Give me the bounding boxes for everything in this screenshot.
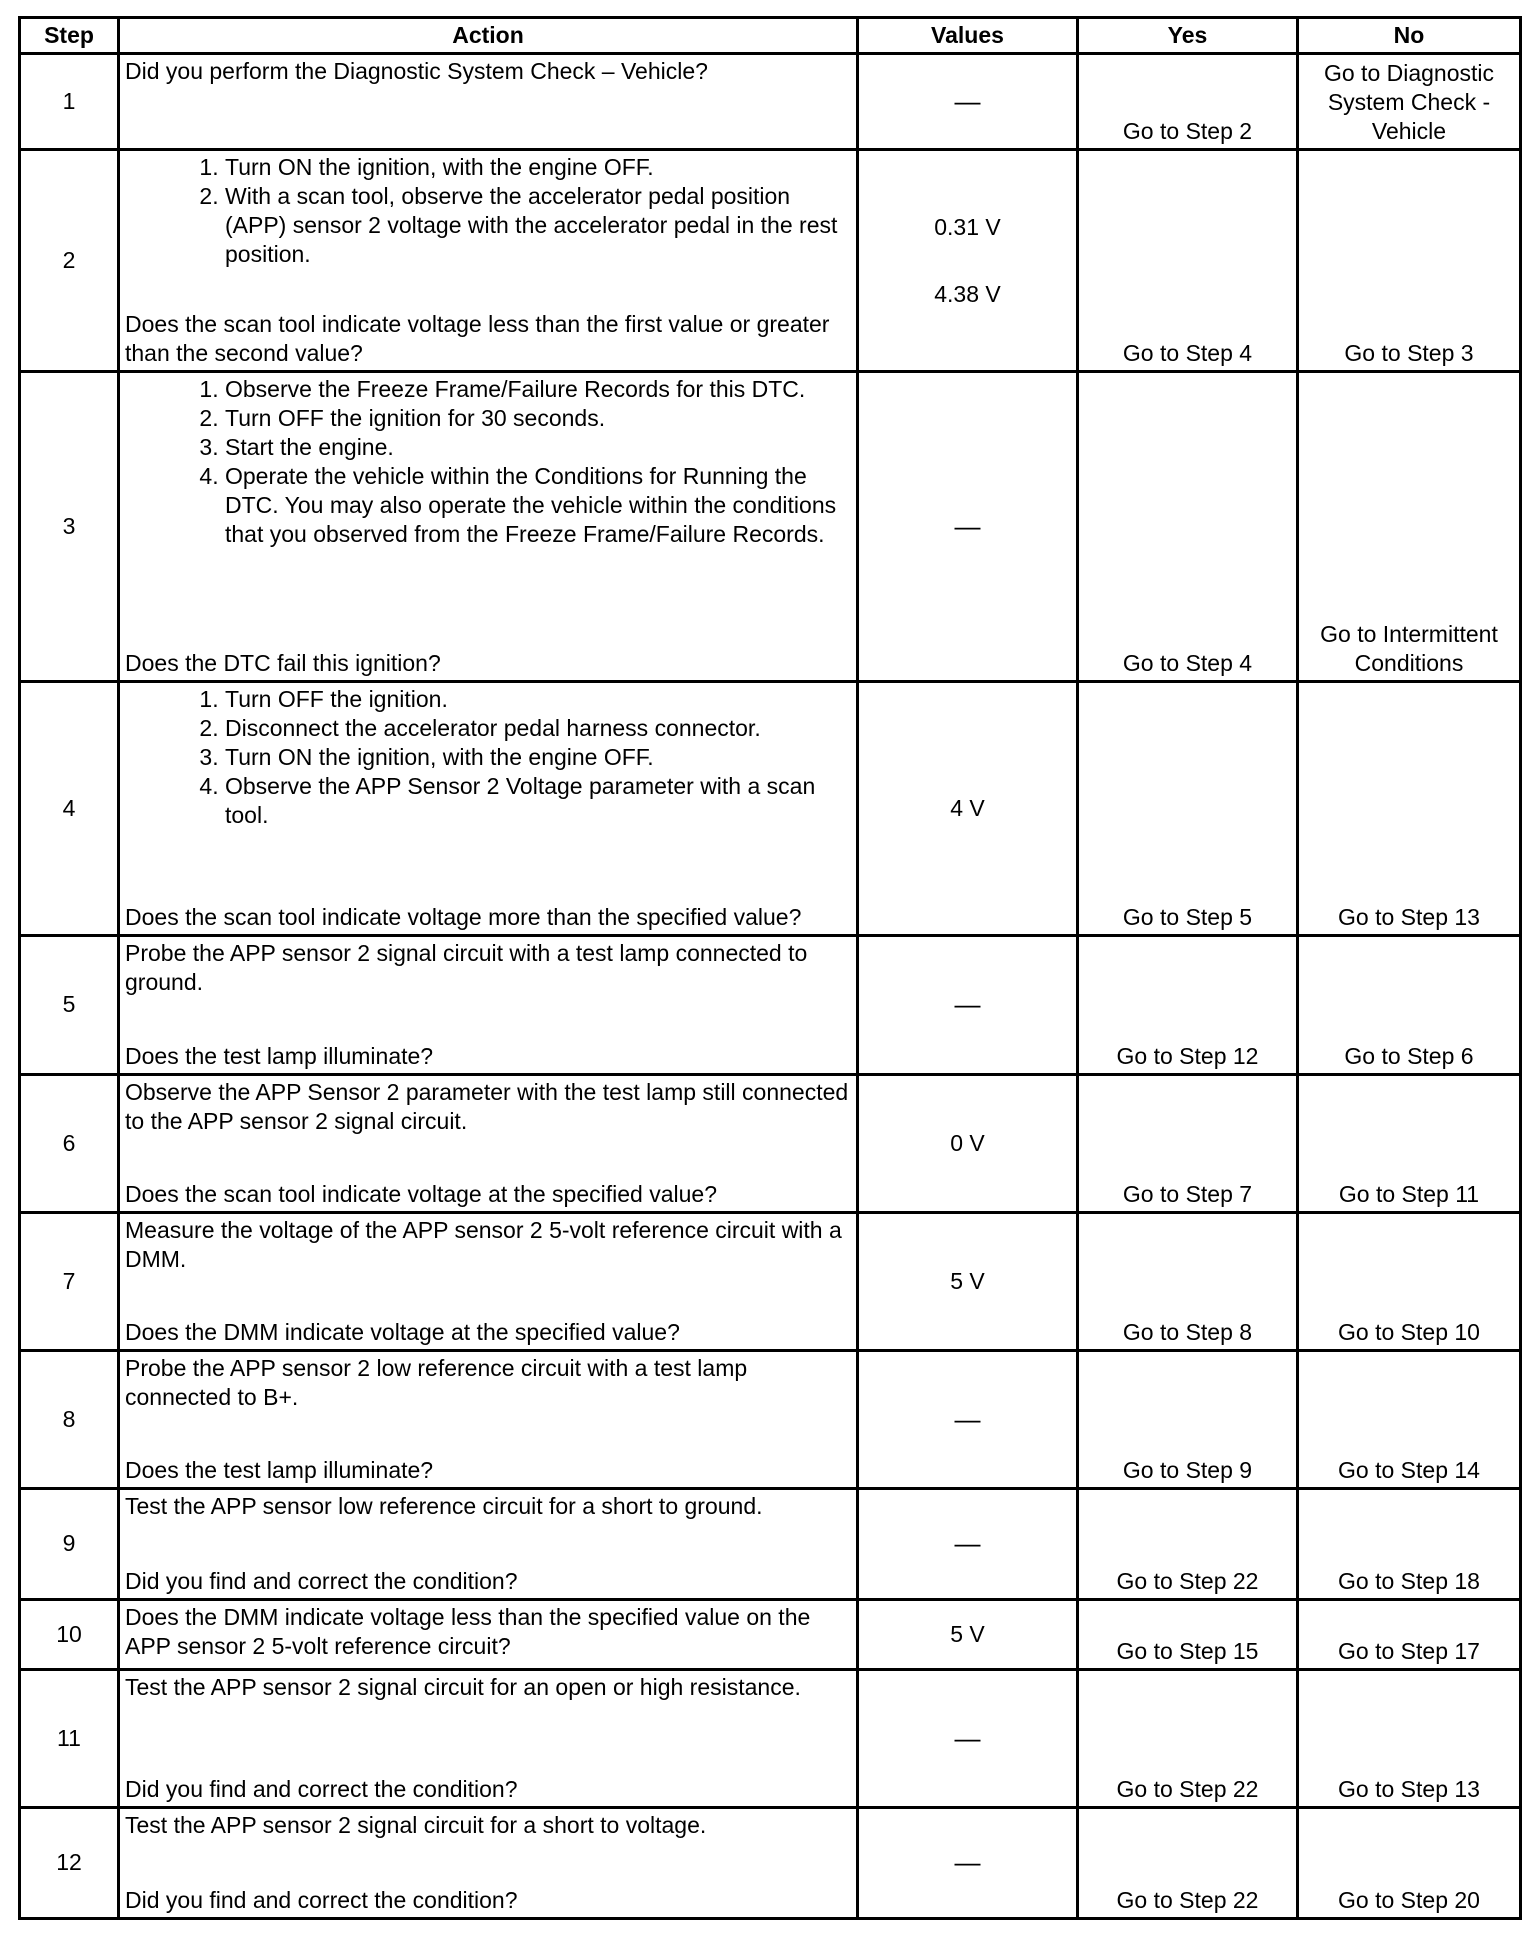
header-row xyxy=(20,18,1521,54)
values-cell xyxy=(858,936,1078,1074)
yes-action: Go to Step 22 xyxy=(1078,1807,1298,1918)
yes-action: Go to Step 4 xyxy=(1078,150,1298,372)
action-text: Measure the voltage of the APP sensor 2 5-volt reference circuit with a DMM. xyxy=(125,1216,842,1272)
no-action: Go to Diagnostic System Check - Vehicle xyxy=(1298,54,1521,150)
action-cell xyxy=(119,372,858,682)
no-action: Go to Step 17 xyxy=(1298,1599,1521,1669)
value-text: 5 V xyxy=(950,1620,985,1647)
action-cell xyxy=(119,1212,858,1350)
no-action: Go to Step 10 xyxy=(1298,1212,1521,1350)
value-dash: — xyxy=(954,86,981,117)
instruction-item: 2. Turn OFF the ignition for 30 seconds. xyxy=(225,404,851,433)
table-row xyxy=(20,1074,1521,1212)
values-cell xyxy=(858,54,1078,150)
step-number: 4 xyxy=(20,682,119,936)
values-cell xyxy=(858,1669,1078,1807)
action-text: Test the APP sensor 2 signal circuit for a short to voltage. xyxy=(125,1811,707,1838)
instruction-item: 3. Turn ON the ignition, with the engine OFF. xyxy=(225,743,851,772)
values-cell xyxy=(858,1350,1078,1488)
action-question: Did you perform the Diagnostic System Check – Vehicle? xyxy=(125,58,708,84)
no-action: Go to Step 3 xyxy=(1298,150,1521,372)
table-row xyxy=(20,682,1521,936)
values-cell xyxy=(858,682,1078,936)
action-cell xyxy=(119,1807,858,1918)
action-cell xyxy=(119,936,858,1074)
action-question: Did you find and correct the condition? xyxy=(125,1567,518,1594)
header-step: Step xyxy=(20,18,119,54)
instruction-list xyxy=(125,685,851,830)
value-dash: — xyxy=(954,1847,981,1878)
action-cell xyxy=(119,1350,858,1488)
action-cell xyxy=(119,682,858,936)
table-row xyxy=(20,1669,1521,1807)
table-row xyxy=(20,150,1521,372)
action-question: Does the test lamp illuminate? xyxy=(125,1456,434,1483)
values-cell xyxy=(858,372,1078,682)
action-cell xyxy=(119,1488,858,1599)
no-action: Go to Step 11 xyxy=(1298,1074,1521,1212)
values-cell xyxy=(858,1488,1078,1599)
value-dash: — xyxy=(954,1403,981,1434)
action-cell xyxy=(119,1599,858,1669)
no-action: Go to Step 6 xyxy=(1298,936,1521,1074)
table-row xyxy=(20,1488,1521,1599)
action-cell xyxy=(119,54,858,150)
step-number: 11 xyxy=(20,1669,119,1807)
instruction-item: 2. With a scan tool, observe the accelerator pedal position (APP) sensor 2 voltage with the accelerator pedal in the rest position. xyxy=(225,182,851,269)
yes-action: Go to Step 4 xyxy=(1078,372,1298,682)
table-row xyxy=(20,54,1521,150)
step-number: 7 xyxy=(20,1212,119,1350)
action-question: Does the DTC fail this ignition? xyxy=(125,650,441,677)
no-action: Go to Step 13 xyxy=(1298,682,1521,936)
value-dash: — xyxy=(954,989,981,1020)
value-text: 4.38 V xyxy=(934,280,1001,307)
table-row xyxy=(20,1599,1521,1669)
action-question: Does the DMM indicate voltage less than the specified value on the APP sensor 2 5-volt reference circuit? xyxy=(125,1603,811,1659)
step-number: 3 xyxy=(20,372,119,682)
no-action: Go to Step 13 xyxy=(1298,1669,1521,1807)
values-cell xyxy=(858,1599,1078,1669)
yes-action: Go to Step 22 xyxy=(1078,1669,1298,1807)
value-dash: — xyxy=(954,1722,981,1753)
instruction-item: 4. Observe the APP Sensor 2 Voltage parameter with a scan tool. xyxy=(225,772,851,830)
no-action: Go to Step 14 xyxy=(1298,1350,1521,1488)
value-dash: — xyxy=(954,1528,981,1559)
table-row xyxy=(20,372,1521,682)
value-text: 0.31 V xyxy=(934,213,1001,240)
action-cell xyxy=(119,1669,858,1807)
action-question: Does the test lamp illuminate? xyxy=(125,1042,434,1069)
action-question: Does the DMM indicate voltage at the specified value? xyxy=(125,1318,680,1345)
values-cell xyxy=(858,1212,1078,1350)
header-yes: Yes xyxy=(1078,18,1298,54)
yes-action: Go to Step 5 xyxy=(1078,682,1298,936)
step-number: 10 xyxy=(20,1599,119,1669)
table-row xyxy=(20,1807,1521,1918)
action-cell xyxy=(119,1074,858,1212)
yes-action: Go to Step 9 xyxy=(1078,1350,1298,1488)
yes-action: Go to Step 8 xyxy=(1078,1212,1298,1350)
instruction-item: 1. Turn OFF the ignition. xyxy=(225,685,851,714)
instruction-item: 1. Turn ON the ignition, with the engine OFF. xyxy=(225,153,851,182)
value-text: 0 V xyxy=(950,1129,985,1156)
action-text: Test the APP sensor low reference circuit for a short to ground. xyxy=(125,1492,763,1519)
action-question: Does the scan tool indicate voltage more than the specified value? xyxy=(125,904,802,931)
values-cell xyxy=(858,1074,1078,1212)
header-no: No xyxy=(1298,18,1521,54)
yes-action: Go to Step 12 xyxy=(1078,936,1298,1074)
step-number: 1 xyxy=(20,54,119,150)
yes-action: Go to Step 7 xyxy=(1078,1074,1298,1212)
step-number: 2 xyxy=(20,150,119,372)
no-action: Go to Step 20 xyxy=(1298,1807,1521,1918)
instruction-item: 3. Start the engine. xyxy=(225,433,851,462)
header-action: Action xyxy=(119,18,858,54)
instruction-item: 1. Observe the Freeze Frame/Failure Records for this DTC. xyxy=(225,375,851,404)
value-dash: — xyxy=(954,511,981,542)
no-action: Go to Intermittent Conditions xyxy=(1298,372,1521,682)
step-number: 12 xyxy=(20,1807,119,1918)
yes-action: Go to Step 22 xyxy=(1078,1488,1298,1599)
step-number: 6 xyxy=(20,1074,119,1212)
no-action: Go to Step 18 xyxy=(1298,1488,1521,1599)
table-row xyxy=(20,936,1521,1074)
header-values: Values xyxy=(858,18,1078,54)
values-cell xyxy=(858,150,1078,372)
instruction-list xyxy=(125,153,851,269)
table-row xyxy=(20,1212,1521,1350)
action-cell xyxy=(119,150,858,372)
action-question: Did you find and correct the condition? xyxy=(125,1775,518,1802)
action-question: Does the scan tool indicate voltage less than the first value or greater than the second value? xyxy=(125,311,830,367)
action-text: Test the APP sensor 2 signal circuit for an open or high resistance. xyxy=(125,1673,801,1700)
table-row xyxy=(20,1350,1521,1488)
step-number: 8 xyxy=(20,1350,119,1488)
diagnostic-table xyxy=(18,16,1522,1920)
value-text: 4 V xyxy=(950,795,985,822)
instruction-item: 2. Disconnect the accelerator pedal harness connector. xyxy=(225,714,851,743)
action-text: Probe the APP sensor 2 signal circuit with a test lamp connected to ground. xyxy=(125,940,808,996)
yes-action: Go to Step 15 xyxy=(1078,1599,1298,1669)
value-text: 5 V xyxy=(950,1267,985,1294)
action-text: Probe the APP sensor 2 low reference circuit with a test lamp connected to B+. xyxy=(125,1354,748,1410)
instruction-list xyxy=(125,375,851,549)
values-cell xyxy=(858,1807,1078,1918)
action-question: Does the scan tool indicate voltage at the specified value? xyxy=(125,1180,717,1207)
instruction-item: 4. Operate the vehicle within the Conditions for Running the DTC. You may also operate the vehicle within the conditions that you observed from the Freeze Frame/Failure Records. xyxy=(225,462,851,549)
action-question: Did you find and correct the condition? xyxy=(125,1887,518,1913)
action-text: Observe the APP Sensor 2 parameter with the test lamp still connected to the APP sensor 2 signal circuit. xyxy=(125,1078,849,1134)
step-number: 9 xyxy=(20,1488,119,1599)
yes-action: Go to Step 2 xyxy=(1078,54,1298,150)
step-number: 5 xyxy=(20,936,119,1074)
